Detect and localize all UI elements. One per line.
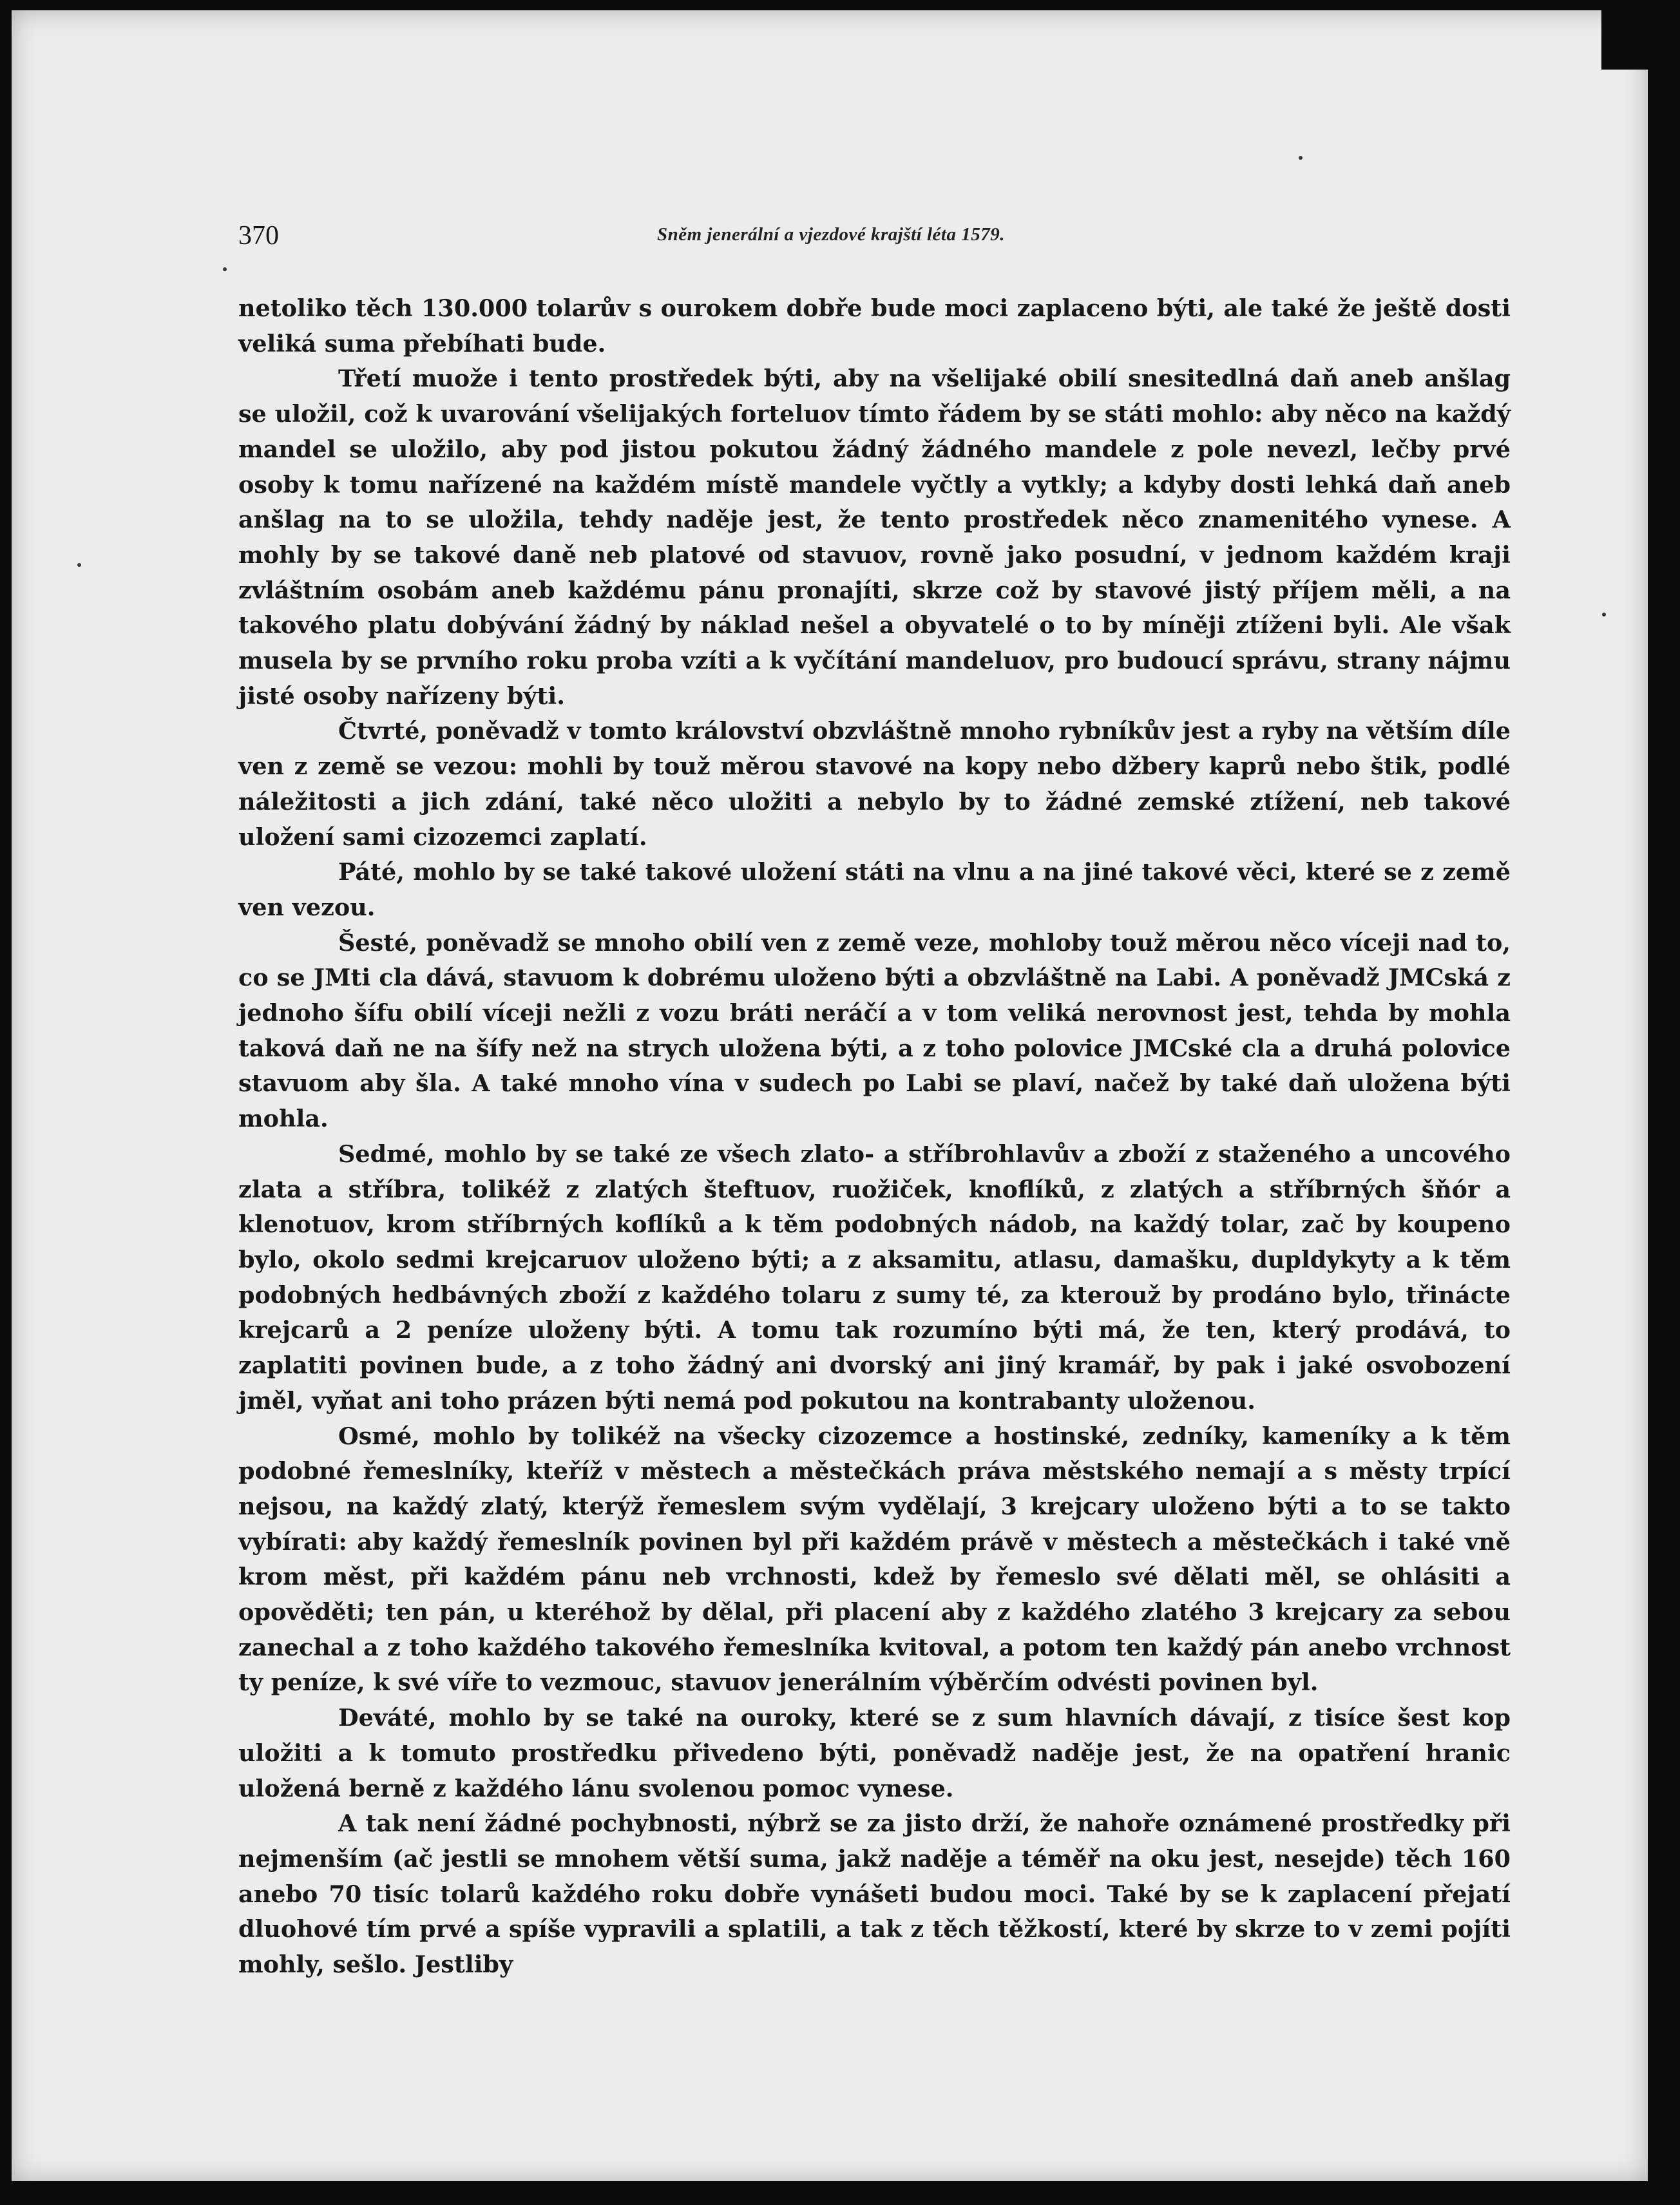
paragraph: netoliko těch 130.000 tolarův s ourokem dobře bude moci zaplaceno býti, ale také že ještě dosti veliká suma přebíhati bude.: [238, 294, 1511, 358]
scan-speck: [77, 563, 81, 567]
scan-speck: [223, 267, 227, 271]
scan-corner-mark: [1601, 10, 1648, 70]
running-title: Sněm jenerální a vjezdové krajští léta 1579.: [657, 224, 1005, 245]
paragraph: Sedmé, mohlo by se také ze všech zlato- a stříbrohlavův a zboží z staženého a uncového zlata a stříbra, tolikéž z zlatých šteftuov, ruožiček, knoflíků, z zlatých a stříbrných šňór a klenotuov, krom stříbrných koflíků a k těm podobných nádob, na každý tolar, zač by koupeno bylo, okolo sedmi krejcaruov uloženo býti; a z aksamitu, atlasu, damašku, dupldykyty a k těm podobných hedbávných zboží z každého tolaru z sumy té, za kterouž by prodáno bylo, třinácte krejcarů a 2 peníze uloženy býti. A tomu tak rozumíno býti má, že ten, který prodává, to zaplatiti povinen bude, a z toho žádný ani dvorský ani jiný kramář, by pak i jaké osvobození jměl, vyňat ani toho prázen býti nemá pod pokutou na kontrabanty uloženou.: [238, 1140, 1511, 1415]
paragraph: A tak není žádné pochybnosti, nýbrž se za jisto drží, že nahoře oznámené prostředky při nejmenším (ač jestli se mnohem větší suma, jakž naděje a téměř na oku jest, nesejde) těch 160 anebo 70 tisíc tolarů každého roku dobře vynášeti budou moci. Také by se k zaplacení přejatí dluohové tím prvé a spíše vypravili a splatili, a tak z těch těžkostí, které by skrze to v zemi pojíti mohly, sešlo. Jestliby: [238, 1809, 1511, 1979]
paragraph: Třetí muože i tento prostředek býti, aby na všelijaké obilí snesitedlná daň aneb anšlag se uložil, což k uvarování všelijakých forteluov tímto řádem by se státi mohlo: aby něco na každý mandel se uložilo, aby pod jistou pokutou žádný žádného mandele z pole nevezl, lečby prvé osoby k tomu nařízené na každém místě mandele vyčtly a vytkly; a kdyby dosti lehká daň aneb anšlag na to se uložila, tehdy naděje jest, že tento prostředek něco znamenitého vynese. A mohly by se takové daně neb platové od stavuov, rovně jako posudní, v jednom každém kraji zvláštním osobám aneb každému pánu pronajíti, skrze což by stavové jistý příjem měli, a na takového platu dobývání žádný by náklad nešel a obyvatelé o to by míněji ztíženi byli. Ale však musela by se prvního roku proba vzíti a k vyčítání mandeluov, pro budoucí správu, strany nájmu jisté osoby nařízeny býti.: [238, 365, 1511, 710]
paragraph: Páté, mohlo by se také takové uložení státi na vlnu a na jiné takové věci, které se z země ven vezou.: [238, 858, 1511, 921]
body-text: [238, 291, 1511, 1983]
page-header: [238, 220, 1514, 259]
page-number: 370: [238, 221, 279, 251]
paragraph: Čtvrté, poněvadž v tomto království obzvláštně mnoho rybníkův jest a ryby na větším díle ven z země se vezou: mohli by touž měrou stavové na kopy nebo džbery kaprů nebo štik, podlé náležitosti a jich zdání, také něco uložiti a nebylo by to žádné zemské ztížení, neb takové uložení sami cizozemci zaplatí.: [238, 717, 1511, 851]
scan-speck: [1299, 156, 1303, 160]
paragraph: Deváté, mohlo by se také na ouroky, které se z sum hlavních dávají, z tisíce šest kop uložiti a k tomuto prostředku přivedeno býti, poněvadž naděje jest, že na opatření hranic uložená berně z každého lánu svolenou pomoc vynese.: [238, 1704, 1511, 1802]
paragraph: Osmé, mohlo by tolikéž na všecky cizozemce a hostinské, zedníky, kameníky a k těm podobné řemeslníky, kteříž v městech a městečkách práva městského nemají a s městy trpící nejsou, na každý zlatý, kterýž řemeslem svým vydělají, 3 krejcary uloženo býti a to se takto vybírati: aby každý řemeslník povinen byl při každém právě v městech a městečkách i také vně krom měst, při každém pánu neb vrchnosti, kdež by řemeslo své dělati měl, se ohlásiti a opověděti; ten pán, u kteréhož by dělal, při placení aby z každého zlatého 3 krejcary za sebou zanechal a z toho každého takového řemeslníka kvitoval, a potom ten každý pán anebo vrchnost ty peníze, k své víře to vezmouc, stavuov jenerálním výběrčím odvésti povinen byl.: [238, 1422, 1511, 1697]
scan-speck: [1602, 613, 1606, 616]
paragraph: Šesté, poněvadž se mnoho obilí ven z země veze, mohloby touž měrou něco víceji nad to, co se JMti cla dává, stavuom k dobrému uloženo býti a obzvláštně na Labi. A poněvadž JMCská z jednoho šífu obilí víceji nežli z vozu bráti neráčí a v tom veliká nerovnost jest, tehda by mohla taková daň ne na šífy než na strych uložena býti, a z toho polovice JMCské cla a druhá polovice stavuom aby šla. A také mnoho vína v sudech po Labi se plaví, načež by také daň uložena býti mohla.: [238, 928, 1511, 1133]
